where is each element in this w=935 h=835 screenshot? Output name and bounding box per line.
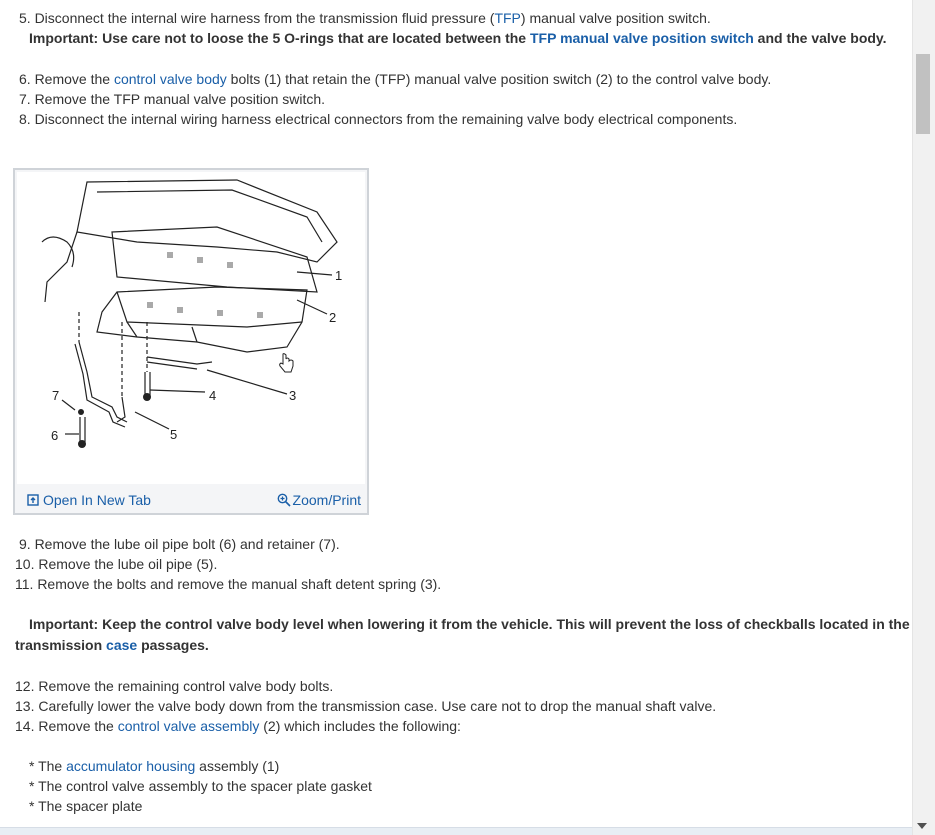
open-in-new-tab-button[interactable] [27,492,151,509]
scroll-down-arrow-icon[interactable] [917,823,927,829]
tfp-link[interactable]: TFP [494,10,521,26]
step-8: 8. Disconnect the internal wiring harness electrical connectors from the remaining valve body electrical components. [19,111,738,127]
important-text-2: Keep the control valve body level when lowering it from the vehicle. This will prevent the loss of checkballs located in the [98,616,910,632]
important-line2-end: passages. [137,637,209,653]
step-9: 9. Remove the lube oil pipe bolt (6) and retainer (7). [19,536,340,552]
step-11: 11. Remove the bolts and remove the manual shaft detent spring (3). [15,576,442,592]
important-label-2: Important: [29,616,99,632]
scrollbar-thumb[interactable] [916,54,930,134]
callout-7: 7 [52,388,60,403]
hand-cursor-icon [280,354,293,372]
bottom-scroll-edge [0,827,912,835]
callout-5: 5 [170,427,178,442]
important-note-2 [29,614,910,634]
callout-4: 4 [209,388,217,403]
step-14-text: 14. Remove the [15,718,118,734]
step-5 [19,8,711,28]
step-5-end: ) manual valve position switch. [520,10,711,26]
step-7: 7. Remove the TFP manual valve position switch. [19,91,326,107]
valve-body-diagram[interactable] [17,172,365,484]
callout-3: 3 [289,388,297,403]
step-6 [19,69,771,89]
diagram-figure [13,168,369,515]
callout-6: 6 [51,428,59,443]
magnifier-icon [277,493,291,510]
step-14 [15,716,461,736]
step-12: 12. Remove the remaining control valve body bolts. [15,678,334,694]
bullet-2: * The control valve assembly to the spacer plate gasket [29,778,372,794]
bullet-1-text: * The [29,758,67,774]
bullet-1-end: assembly (1) [195,758,280,774]
bullet-1 [29,756,279,776]
step-14-end: (2) which includes the following: [259,718,461,734]
bullet-3: * The spacer plate [29,798,143,814]
open-tab-label: Open In New Tab [43,492,151,508]
important-text: Use care not to loose the 5 O-rings that are located between the [98,30,530,46]
important-line2-text: transmission [15,637,107,653]
zoom-print-label: Zoom/Print [292,492,361,508]
vertical-scrollbar[interactable] [912,0,935,835]
step-6-text: 6. Remove the [19,71,114,87]
control-valve-body-link[interactable]: control valve body [113,71,227,87]
control-valve-assembly-link[interactable]: control valve assembly [117,718,260,734]
case-link[interactable]: case [106,637,138,653]
important-label: Important: [29,30,99,46]
important-end: and the valve body. [753,30,887,46]
callout-2: 2 [329,310,337,325]
step-13: 13. Carefully lower the valve body down from the transmission case. Use care not to drop the manual shaft valve. [15,698,717,714]
callout-1: 1 [335,268,343,283]
important-note-2-line2 [15,635,209,655]
step-10: 10. Remove the lube oil pipe (5). [15,556,218,572]
open-tab-icon [27,493,39,509]
zoom-print-button[interactable] [277,492,361,510]
important-note-1 [29,28,887,48]
step-5-text: 5. Disconnect the internal wire harness from the transmission fluid pressure ( [19,10,495,26]
accumulator-housing-link[interactable]: accumulator housing [66,758,196,774]
step-6-end: bolts (1) that retain the (TFP) manual valve position switch (2) to the control valve body. [226,71,772,87]
tfp-switch-link[interactable]: TFP manual valve position switch [529,30,754,46]
